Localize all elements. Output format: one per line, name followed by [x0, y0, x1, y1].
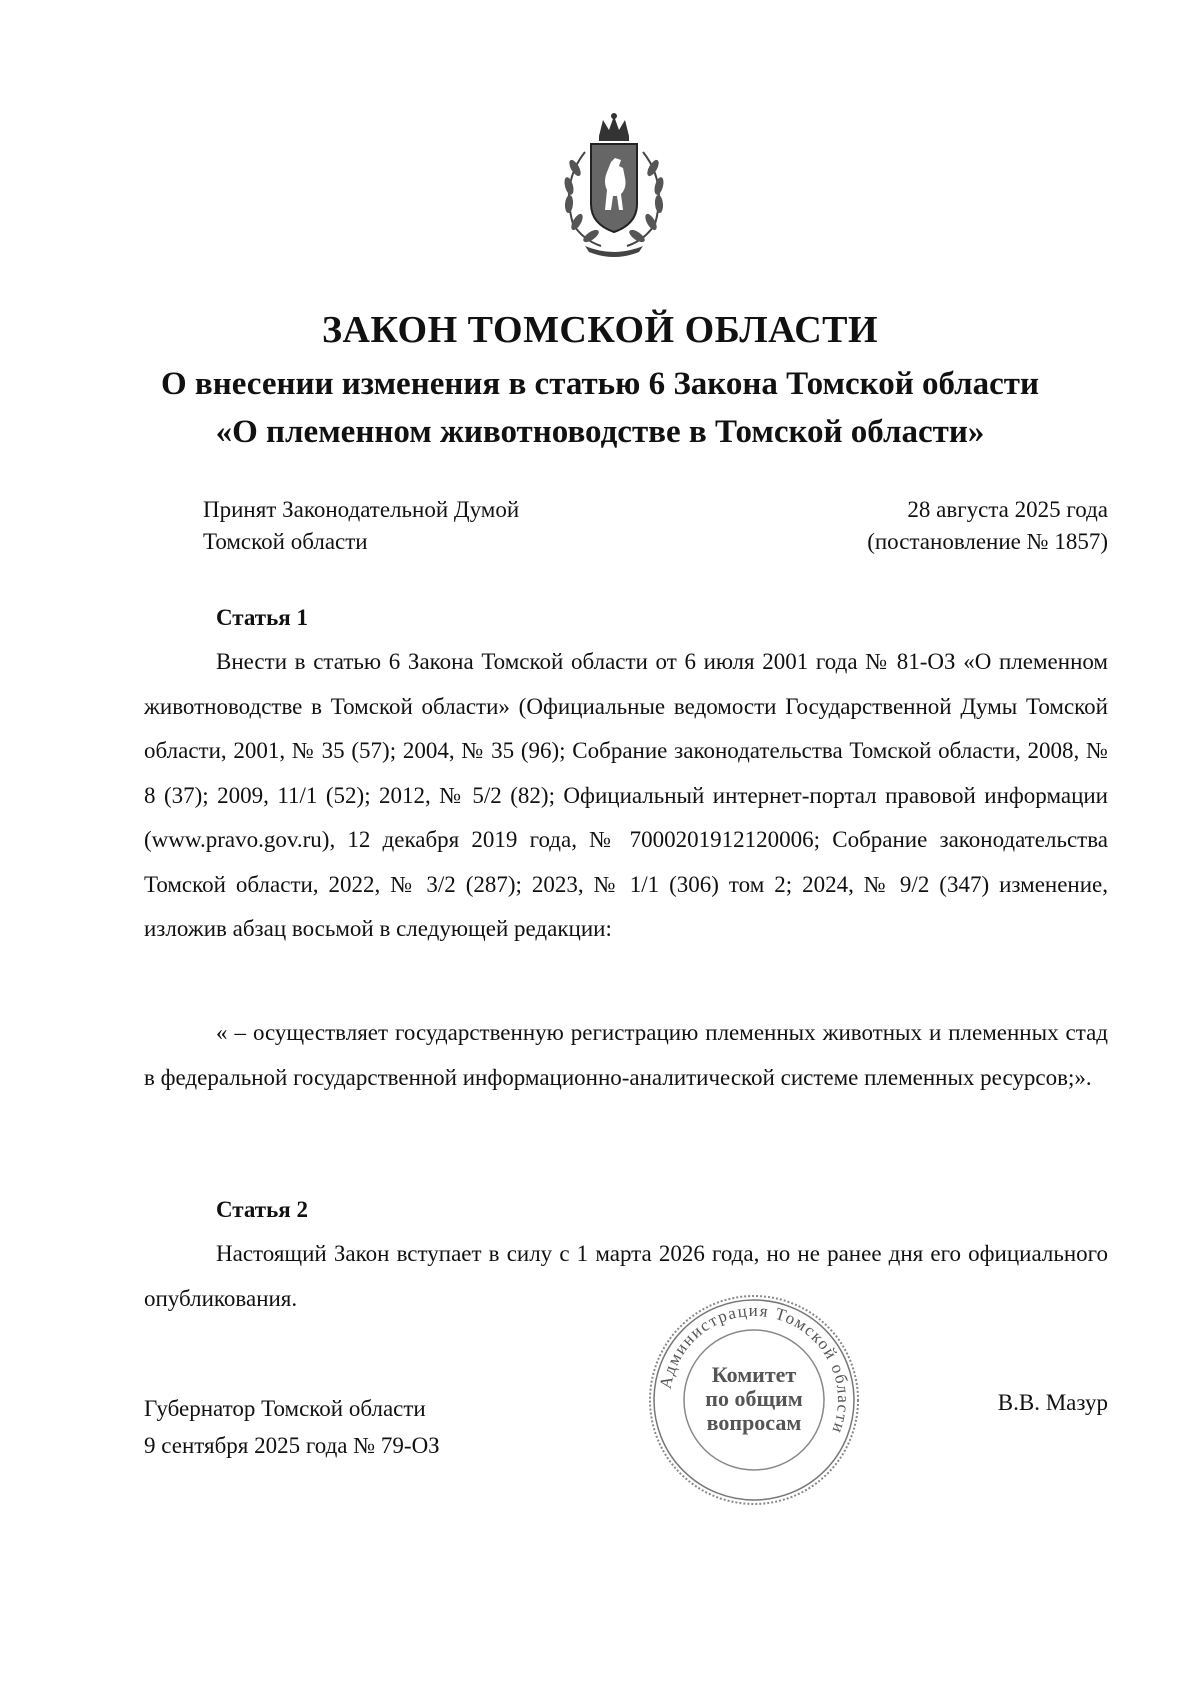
document-subtitle-line1: О внесении изменения в статью 6 Закона Томской области: [160, 366, 1040, 402]
article2-paragraph1: [144, 1232, 1108, 1321]
adoption-resolution-line: (постановление № 1857): [867, 529, 1108, 554]
stamp-center-line1: Комитет: [711, 1362, 797, 1387]
adoption-date: [867, 494, 1108, 558]
document-title: ЗАКОН ТОМСКОЙ ОБЛАСТИ: [321, 309, 879, 351]
signature-date-number: 9 сентября 2025 года № 79-ОЗ: [144, 1433, 440, 1458]
article2-heading: Статья 2: [216, 1197, 308, 1222]
article1-heading: Статья 1: [216, 605, 308, 630]
adoption-date-line: 28 августа 2025 года: [907, 497, 1108, 522]
adoption-body-line1: Принят Законодательной Думой: [203, 497, 520, 522]
article1-paragraph1: [144, 640, 1108, 952]
adoption-body-line2: Томской области: [203, 529, 368, 554]
stamp-center-line3: вопросам: [706, 1410, 802, 1435]
signatory-name: В.В. Мазур: [997, 1390, 1108, 1415]
article1-paragraph1-text: Внести в статью 6 Закона Томской области от 6 июля 2001 года № 81-ОЗ «О племенном животноводстве в Томской области» (Официальные ведомости Государственной Думы Томской области, 2001, № 35 (57); 2004, № 35 (96); Собрание законодательства Томской области, 2008, № 8 (37); 2009, 11/1 (52); 2012, № 5/2 (82); Официальный интернет-портал правовой информации (www.pravo.gov.ru), 12 декабря 2019 года, № 7000201912120006; Собрание законодательства Томской области, 2022, № 3/2 (287); 2023, № 1/1 (306) том 2; 2024, № 9/2 (347) изменение, изложив абзац восьмой в следующей редакции:: [144, 649, 1108, 941]
adoption-body: [203, 494, 519, 558]
article2-paragraph1-text: Настоящий Закон вступает в силу с 1 марта 2026 года, но не ранее дня его официального опубликования.: [144, 1241, 1108, 1311]
article1-paragraph2: [144, 1011, 1108, 1100]
stamp-center-line2: по общим: [705, 1386, 803, 1411]
document-subtitle-line2: «О племенном животноводстве в Томской области»: [215, 414, 985, 450]
official-stamp: [646, 1292, 862, 1508]
signature-block: [144, 1390, 440, 1464]
stamp-ring-text: Администрация Томской области: [655, 1300, 854, 1437]
article1-paragraph2-text: « – осуществляет государственную регистрацию племенных животных и племенных стад в федеральной государственной информационно-аналитической системе племенных ресурсов;».: [144, 1020, 1108, 1090]
coat-of-arms-icon: [555, 112, 673, 257]
signatory-position: Губернатор Томской области: [144, 1396, 426, 1421]
